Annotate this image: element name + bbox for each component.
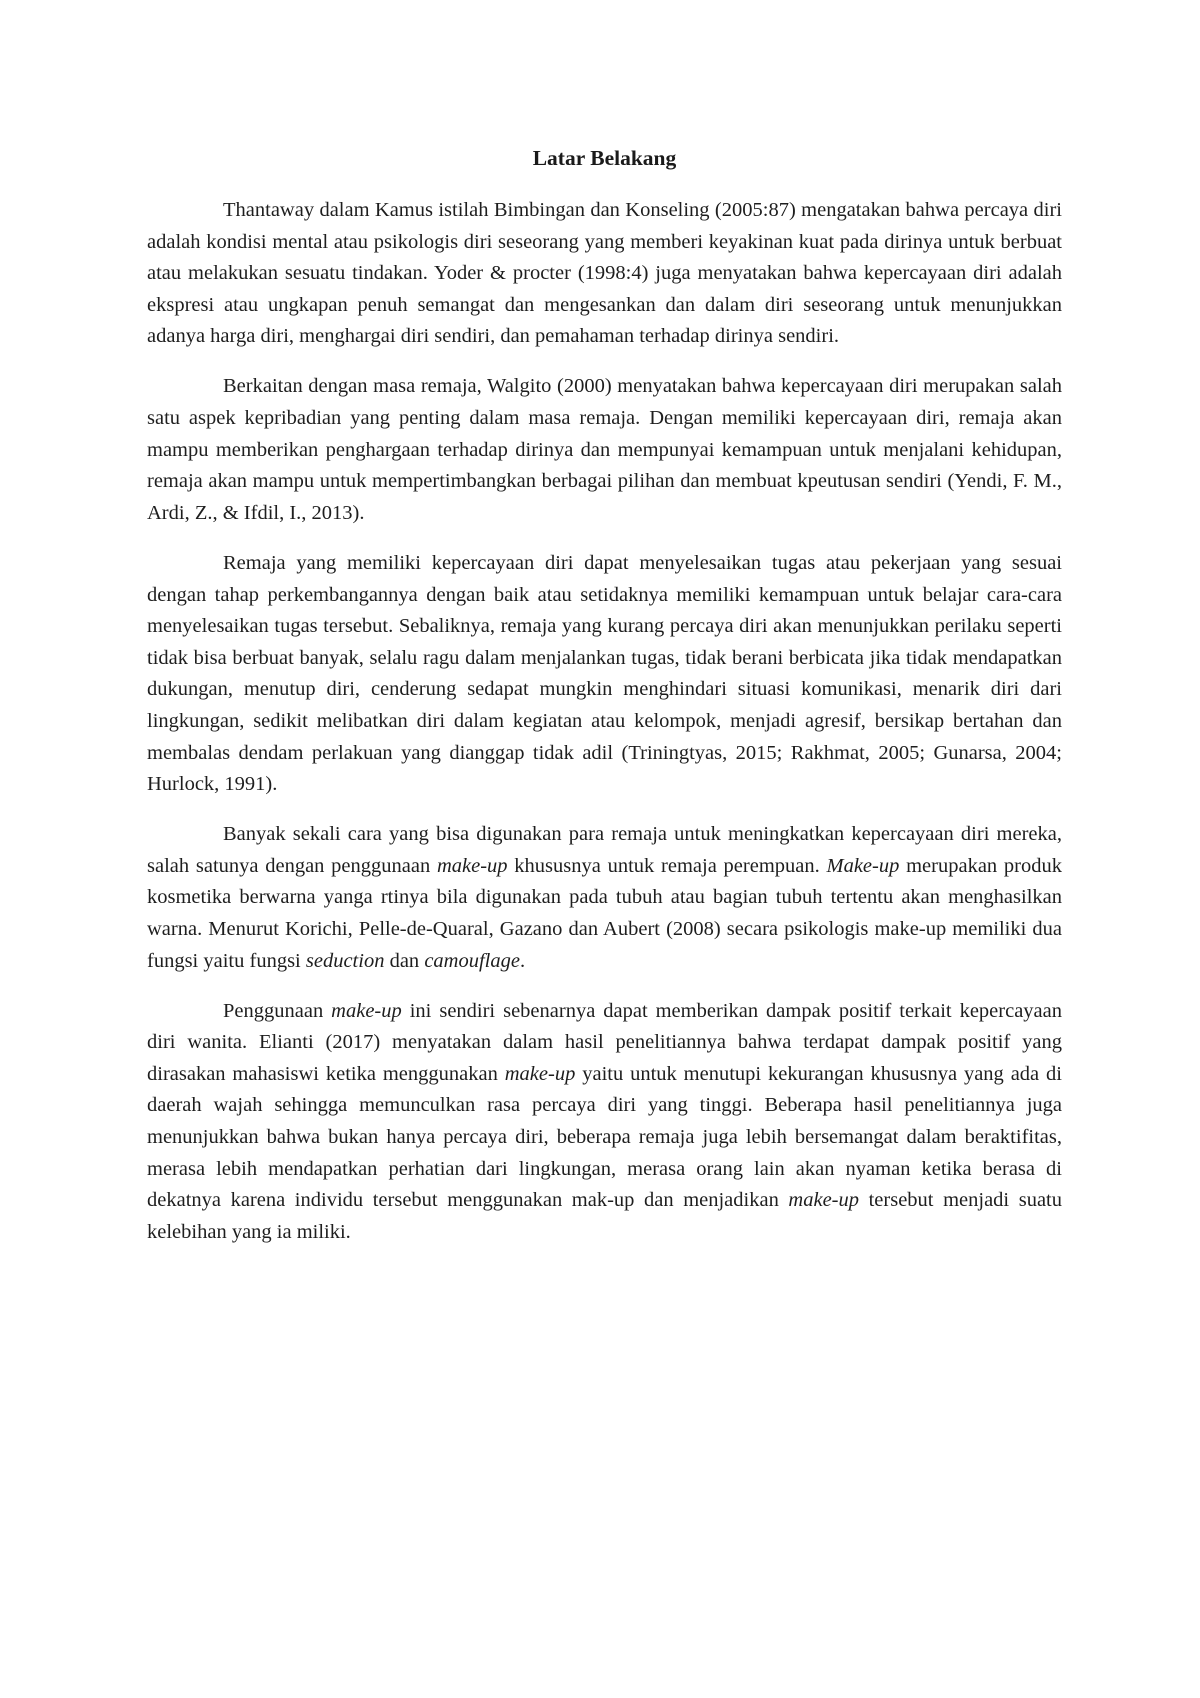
paragraph-text: khususnya untuk remaja perempuan.	[507, 854, 827, 877]
italic-term: make-up	[504, 1062, 576, 1085]
paragraph-text: .	[519, 949, 526, 972]
paragraph-text: Berkaitan dengan masa remaja, Walgito (2000) menyatakan bahwa kepercayaan diri merupakan salah satu aspek kepribadian yang penting dalam masa remaja. Dengan memiliki kepercayaan diri, remaja akan mampu memberikan penghargaan terhadap dirinya dan mempunyai kemampuan untuk menjalani kehidupan, remaja akan mampu untuk mempertimbangkan berbagai pilihan dan membuat kpeutusan sendiri (Yendi, F. M., Ardi, Z., & Ifdil, I., 2013).	[147, 375, 1062, 524]
paragraph-list	[147, 195, 1062, 1248]
paragraph-text: dan	[384, 949, 425, 972]
body-paragraph	[147, 371, 1062, 529]
page-title: Latar Belakang	[532, 146, 677, 170]
body-paragraph	[147, 195, 1062, 353]
italic-term: Make-up	[826, 854, 900, 877]
italic-term: camouflage	[424, 949, 520, 972]
paragraph-text: Penggunaan	[223, 999, 332, 1022]
paragraph-text: tersebut menjadi suatu kelebihan yang ia miliki.	[147, 1189, 1062, 1243]
paragraph-text: yaitu untuk menutupi kekurangan khususnya yang ada di daerah wajah sehingga memunculkan rasa percaya diri yang tinggi. Beberapa hasil penelitiannya juga menunjukkan bahwa bukan hanya percaya diri, beberapa remaja juga lebih bersemangat dalam beraktifitas, merasa lebih mendapatkan perhatian dari lingkungan, merasa orang lain akan nyaman ketika berasa di dekatnya karena individu tersebut menggunakan mak-up dan menjadikan	[147, 1062, 1062, 1212]
italic-term: make-up	[331, 999, 402, 1022]
paragraph-text: Thantaway dalam Kamus istilah Bimbingan dan Konseling (2005:87) mengatakan bahwa percaya diri adalah kondisi mental atau psikologis diri seseorang yang memberi keyakinan kuat pada dirinya untuk berbuat atau melakukan sesuatu tindakan. Yoder & procter (1998:4) juga menyatakan bahwa kepercayaan diri adalah ekspresi atau ungkapan penuh semangat dan mengesankan dan dalam diri seseorang untuk menunjukkan adanya harga diri, menghargai diri sendiri, dan pemahaman terhadap dirinya sendiri.	[147, 199, 1062, 348]
paragraph-text: Remaja yang memiliki kepercayaan diri dapat menyelesaikan tugas atau pekerjaan yang sesuai dengan tahap perkembangannya dengan baik atau setidaknya memiliki kemampuan untuk belajar cara-cara menyelesaikan tugas tersebut. Sebaliknya, remaja yang kurang percaya diri akan menunjukkan perilaku seperti tidak bisa berbuat banyak, selalu ragu dalam menjalankan tugas, tidak berani berbicata jika tidak mendapatkan dukungan, menutup diri, cenderung sedapat mungkin menghindari situasi komunikasi, menarik diri dari lingkungan, sedikit melibatkan diri dalam kegiatan atau kelompok, menjadi agresif, bersikap bertahan dan membalas dendam perlakuan yang dianggap tidak adil (Triningtyas, 2015; Rakhmat, 2005; Gunarsa, 2004; Hurlock, 1991).	[147, 551, 1062, 796]
paragraph-text: ini sendiri sebenarnya dapat memberikan dampak positif terkait kepercayaan diri wanita. Elianti (2017) menyatakan dalam hasil penelitiannya bahwa terdapat dampak positif yang dirasakan mahasiswi ketika menggunakan	[147, 999, 1062, 1085]
paragraph-text: merupakan produk kosmetika berwarna yanga rtinya bila digunakan pada tubuh atau bagian tubuh tertentu akan menghasilkan warna. Menurut Korichi, Pelle-de-Quaral, Gazano dan Aubert (2008) secara psikologis make-up memiliki dua fungsi yaitu fungsi	[147, 854, 1062, 972]
italic-term: make-up	[788, 1189, 860, 1212]
body-paragraph	[147, 548, 1062, 801]
italic-term: make-up	[436, 854, 508, 877]
document-body	[147, 143, 1062, 1267]
italic-term: seduction	[305, 949, 385, 972]
body-paragraph	[147, 819, 1062, 977]
body-paragraph	[147, 996, 1062, 1249]
paragraph-text: Banyak sekali cara yang bisa digunakan para remaja untuk meningkatkan kepercayaan diri mereka, salah satunya dengan penggunaan	[147, 823, 1062, 877]
